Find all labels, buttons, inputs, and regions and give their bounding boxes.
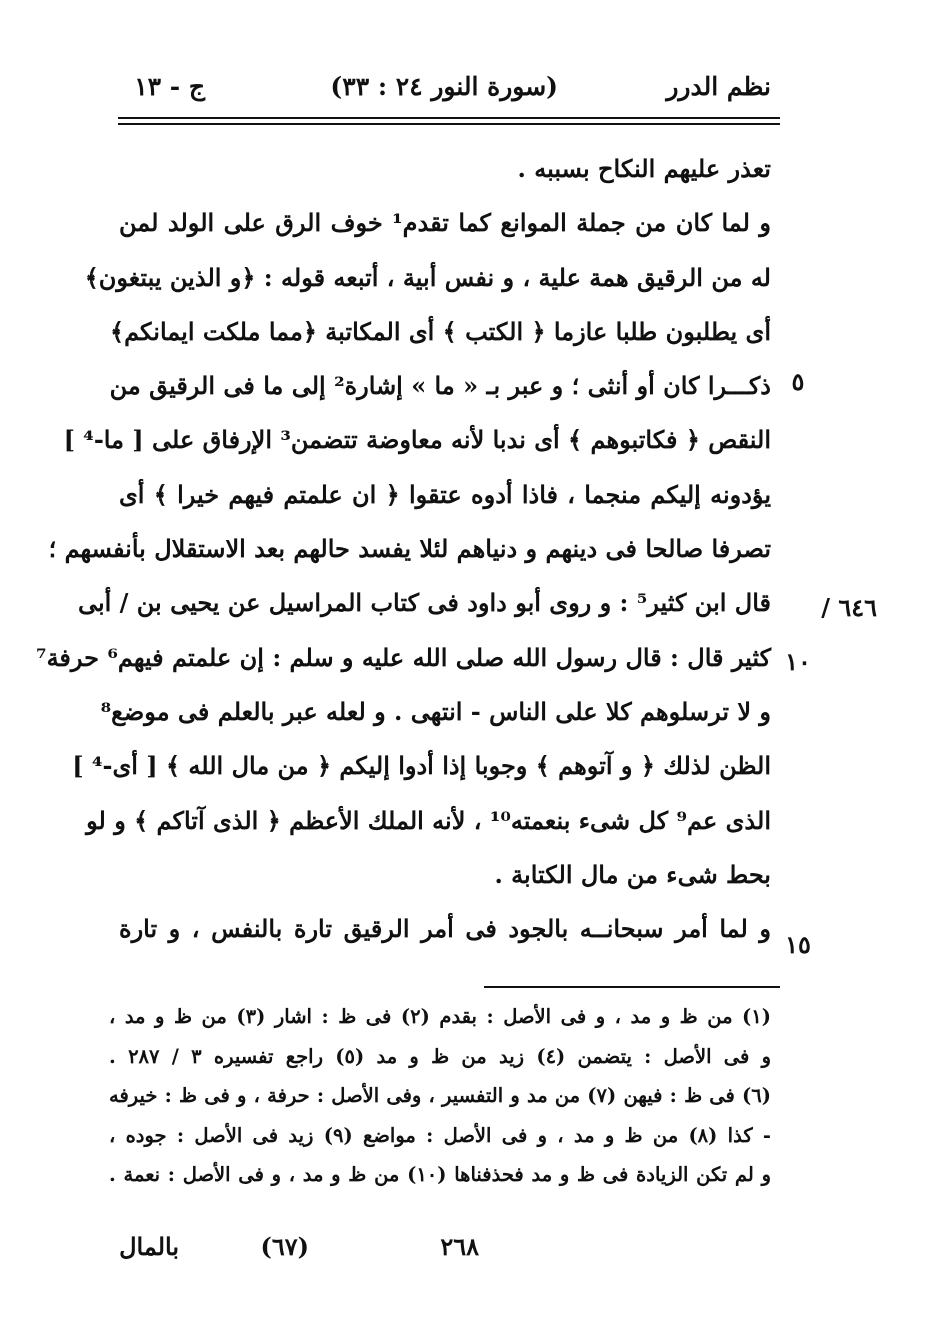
volume-number: ج - ١٣ <box>134 72 205 101</box>
line-number: ٥ <box>791 367 805 396</box>
line-number: ١٠ <box>785 647 811 676</box>
catchword: بالمال <box>119 1232 179 1261</box>
margin-page-reference: ٦٤٦ / <box>821 593 877 622</box>
footnote-line: - كذا (٨) من ظ و مد ، و فى الأصل : مواضع (٩) زيد فى الأصل : جوده ، <box>109 1123 771 1147</box>
text-line: و لما كان من جملة الموانع كما تقدم¹ خوف الرق على الولد لمن <box>119 208 772 238</box>
manuscript-reference: (٦٧) <box>260 1232 309 1261</box>
surah-reference: (سورة النور ٢٤ : ٣٣) <box>330 72 558 101</box>
text-line: الذى عم⁹ كل شىء بنعمته¹⁰ ، لأنه الملك الأعظم ﴿ الذى آتاكم ﴾ و لو <box>86 805 771 835</box>
text-line: بحط شىء من مال الكتابة . <box>494 859 771 889</box>
footnote-line: (١) من ظ و مد ، و فى الأصل : بقدم (٢) فى ظ : اشار (٣) من ظ و مد ، <box>109 1005 771 1028</box>
text-line: كثير قال : قال رسول الله صلى الله عليه و سلم : إن علمتم فيهم⁶ حرفة⁷ <box>36 642 771 672</box>
text-line: الظن لذلك ﴿ و آتوهم ﴾ وجوبا إذا أدوا إليكم ﴿ من مال الله ﴾ [ أى-⁴ ] <box>72 751 771 781</box>
text-line: و لما أمر سبحانــه بالجود فى أمر الرقيق تارة بالنفس ، و تارة <box>119 914 771 944</box>
footnote-line: و فى الأصل : يتضمن (٤) زيد من ظ و مد (٥) راجع تفسيره ٣ / ٢٨٧ . <box>109 1044 772 1068</box>
text-line: قال ابن كثير⁵ : و روى أبو داود فى كتاب المراسيل عن يحيى بن / أبى <box>77 588 771 618</box>
text-line: ذكـــرا كان أو أنثى ؛ و عبر بـ « ما » إشارة² إلى ما فى الرقيق من <box>109 371 771 401</box>
header-rule-top <box>118 117 780 119</box>
main-text <box>36 142 772 956</box>
page-number: ٢٦٨ <box>440 1232 479 1261</box>
text-line: تصرفا صالحا فى دينهم و دنياهم لئلا يفسد حالهم بعد الاستقلال بأنفسهم ؛ <box>48 534 771 564</box>
text-line: و لا ترسلوهم كلا على الناس - انتهى . و لعله عبر بالعلم فى موضع⁸ <box>100 696 771 726</box>
footnotes <box>109 997 771 1195</box>
line-number: ١٥ <box>785 930 811 959</box>
footnote-rule <box>484 986 780 988</box>
footnote-line: (٦) فى ظ : فيهن (٧) من مد و التفسير ، وفى الأصل : حرفة ، و فى ظ : خيرفه <box>109 1084 771 1107</box>
text-line: له من الرقيق همة علية ، و نفس أبية ، أتبعه قوله : ﴿و الذين يبتغون﴾ <box>84 262 771 292</box>
text-line: تعذر عليهم النكاح بسببه . <box>517 154 771 183</box>
header-rule-bottom <box>118 123 780 125</box>
footnote-line: و لم تكن الزيادة فى ظ و مد فحذفناها (١٠) من ظ و مد ، و فى الأصل : نعمة . <box>109 1163 771 1186</box>
text-line: أى يطلبون طلبا عازما ﴿ الكتب ﴾ أى المكاتبة ﴿مما ملكت ايمانكم﴾ <box>110 316 771 346</box>
running-title: نظم الدرر <box>666 72 771 101</box>
text-line: يؤدونه إليكم منجما ، فاذا أدوه عتقوا ﴿ ان علمتم فيهم خيرا ﴾ أى <box>119 479 771 509</box>
text-line: النقص ﴿ فكاتبوهم ﴾ أى ندبا لأنه معاوضة تتضمن³ الإرفاق على [ ما-⁴ ] <box>63 425 771 455</box>
